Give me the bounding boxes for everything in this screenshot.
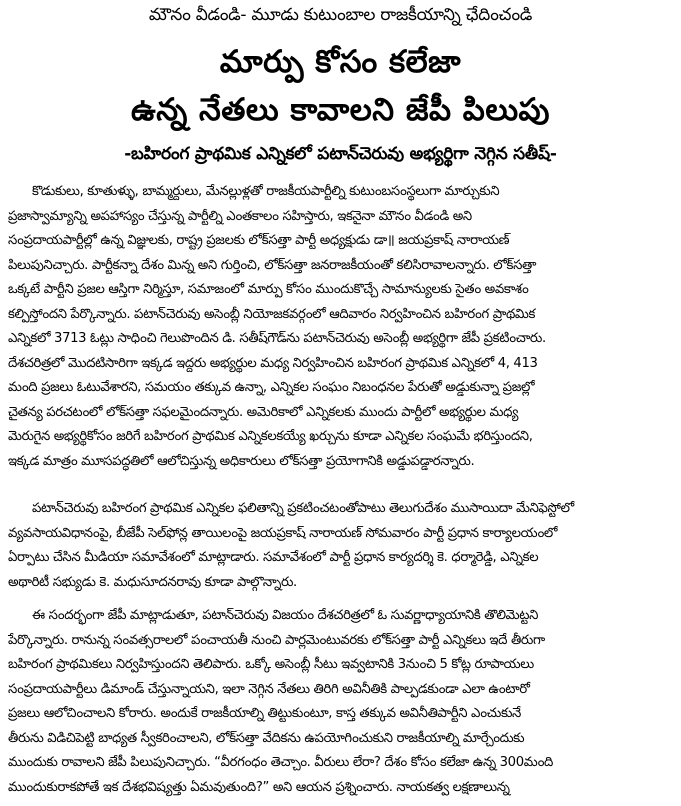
- paragraph-line: పటాన్‌చెరువు బహిరంగ ప్రాథమిక ఎన్నికల ఫలితాన్ని ప్రకటించటంతోపాటు తెలుగుదేశం ముసాయిదా మేనిఫెస్టోలో: [32, 501, 574, 516]
- paragraph-line: ప్రజాస్వామ్యాన్ని అపహాస్యం చేస్తున్న పార్టీల్ని ఎంతకాలం సహిస్తారు, ఇకనైనా మౌనం వీడండి అని: [8, 208, 472, 224]
- paragraph-line: పిలుపునిచ్చారు. పార్టీకన్నా దేశం మిన్న అని గుర్తించి, లోక్‌సత్తా జనరాజకీయంతో కలిసిరావాలన్నారు. లోక్‌సత్తా: [8, 257, 537, 273]
- paragraph-line: కల్పిస్తోందని పేర్కొన్నారు. పటాన్‌చెరువు అసెంబ్లీ నియోజకవర్గంలో ఆదివారం నిర్వహించిన బహిరంగ ప్రాథమిక: [8, 306, 536, 322]
- paragraph-line: అథారిటీ సభ్యుడు కె. మధుసూదనరావు కూడా పాల్గొన్నారు.: [8, 574, 297, 590]
- paragraph-line: ఎన్నికలో 3713 ఓట్లు సాధించి గెలుపొందిన డి. సతీష్‌గౌడ్‌ను పటాన్‌చెరువు అసెంబ్లీ అభ్యర్థిగా జేపీ ప్రకటించారు.: [8, 331, 546, 346]
- paragraph-line: తీరును విడిచిపెట్టి బాధ్యత స్వీకరించాలని, లోక్‌సత్తా వేదికను ఉపయోగించుకుని రాజకీయాల్ని మార్చేందుకు: [8, 730, 525, 746]
- article-paragraph-2: [8, 497, 672, 595]
- article-tagline: మౌనం వీడండి- మూడు కుటుంబాల రాజకీయాన్ని ఛేదించండి: [148, 5, 533, 25]
- paragraph-line: ప్రజలు ఆలోచించాలని కోరారు. అందుకే రాజకీయాల్ని తిట్టుకుంటూ, కాస్త తక్కువ అవినీతిపార్టీని ఎంచుకునే: [8, 706, 521, 721]
- paragraph-line: ఏర్పాటు చేసిన మీడియా సమావేశంలో మాట్లాడారు. సమావేశంలో పార్టీ ప్రధాన కార్యదర్శి కె. ధర్మారెడ్డి, ఎన్నికల: [8, 550, 539, 565]
- article-paragraph-1: [8, 180, 672, 474]
- paragraph-line: ఇక్కడ మాత్రం మూసపద్ధతిలో ఆలోచిస్తున్న అధికారులు లోక్‌సత్తా ప్రయోగానికి అడ్డుపడ్డారన్నారు.: [8, 453, 475, 469]
- paragraph-line: మెరుగైన అభ్యర్థికోసం జరిగే బహిరంగ ప్రాథమిక ఎన్నికలకయ్యే ఖర్చును కూడా ఎన్నికల సంఘమే భరిస్తుందని,: [8, 429, 533, 444]
- paragraph-line: సంప్రదాయపార్టీల్లో ఉన్న విజ్ఞులకు, రాష్ట్ర ప్రజలకు లోక్‌సత్తా పార్టీ అధ్యక్షుడు డా॥ జయప్రకాష్ నారాయణ్: [8, 233, 510, 248]
- article-subheadline: -బహిరంగ ప్రాథమిక ఎన్నికలో పటాన్‌చెరువు అభ్యర్థిగా నెగ్గిన సతీష్-: [124, 144, 557, 164]
- paragraph-line: బహిరంగ ప్రాథమికలు నిర్వహిస్తుందని తెలిపారు. ఒక్కో అసెంబ్లీ సీటు ఇవ్వటానికి 3నుంచి 5 కోట్ల రూపాయలు: [8, 657, 534, 672]
- paragraph-line: కొడుకులు, కూతుళ్ళు, బామ్మర్దులు, మేనల్లుళ్లతో రాజకీయపార్టీల్ని కుటుంబసంస్థలుగా మార్చుకుని: [32, 184, 500, 199]
- paragraph-line: దేశచరిత్రలో మొదటిసారిగా ఇక్కడ ఇద్దరు అభ్యర్థుల మధ్య నిర్వహించిన బహిరంగ ప్రాథమిక ఎన్నికలో 4, 413: [8, 355, 538, 371]
- paragraph-line: ముందుకురాకపోతే ఇక దేశభవిష్యత్తు ఏమవుతుంది?” అని ఆయన ప్రశ్నించారు. నాయకత్వ లక్షణాలున్న: [8, 779, 510, 795]
- paragraph-line: ఈ సందర్భంగా జేపీ మాట్లాడుతూ, పటాన్‌చెరువు విజయం దేశచరిత్రలో ఓ సువర్ణాధ్యాయానికి తొలిమెట్టని: [32, 608, 538, 623]
- article-paragraph-3: [8, 604, 672, 800]
- paragraph-line: ముందుకు రావాలని జేపీ పిలుపునిచ్చారు. “వీరగంధం తెచ్చాం. వీరులు లేరా? దేశం కోసం కలేజా ఉన్న 300మంది: [8, 755, 554, 770]
- paragraph-line: మంది ప్రజలు ఓటువేశారని, సమయం తక్కువ ఉన్నా, ఎన్నికల సంఘం నిబంధనల పేరుతో అడ్డుకున్నా ప్రజల్లో: [8, 380, 535, 395]
- paragraph-line: పేర్కొన్నారు. రానున్న సంవత్సరాలలో పంచాయతీ నుంచి పార్లమెంటువరకు లోక్‌సత్తా పార్టీ ఎన్నికలు ఇదే తీరుగా: [8, 632, 545, 648]
- article-headline-line-2: ఉన్న నేతలు కావాలని జేపీ పిలుపు: [131, 92, 550, 128]
- paragraph-line: చైతన్య పరచటంలో లోక్‌సత్తా సఫలమైందన్నారు. అమెరికాలో ఎన్నికలకు ముందు పార్టీలో అభ్యర్థుల మధ్య: [8, 404, 519, 420]
- paragraph-line: సంప్రదాయపార్టీలు డిమాండ్ చేస్తున్నాయని, ఇలా నెగ్గిన నేతలు తిరిగి అవినీతికి పాల్పడకుండా ఎలా ఉంటారో: [8, 681, 530, 697]
- paragraph-line: వ్యవసాయవిధానంపై, బీజేపీ సెల్‌ఫోన్ల తాయిలంపై జయప్రకాష్ నారాయణ్ సోమవారం పార్టీ ప్రధాన కార్యాలయంలో: [8, 525, 558, 541]
- paragraph-line: ఒక్కటే పార్టీని ప్రజల ఆస్తిగా నిర్మిస్తూ, సమాజంలో మార్పు కోసం ముందుకొచ్చే సామాన్యులకు సైతం అవకాశం: [8, 282, 529, 297]
- article-headline-line-1: మార్పు కోసం కలేజా: [219, 44, 462, 80]
